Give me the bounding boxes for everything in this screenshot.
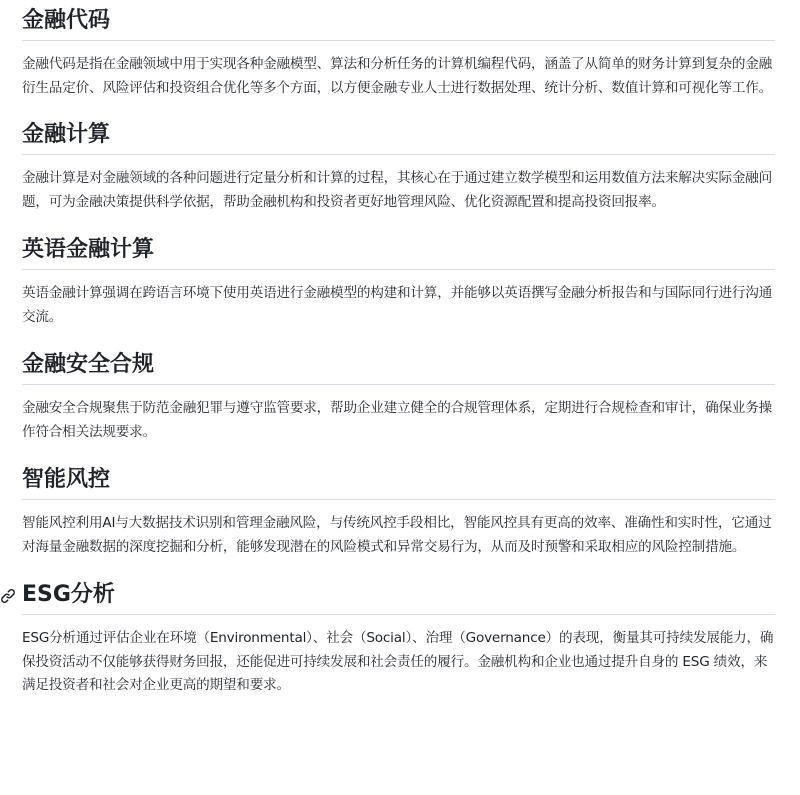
- section-heading: 英语金融计算: [22, 231, 775, 270]
- section-heading: 智能风控: [22, 461, 775, 500]
- section-body: 英语金融计算强调在跨语言环境下使用英语进行金融模型的构建和计算，并能够以英语撰写金融分析报告和与国际同行进行沟通交流。: [22, 285, 773, 325]
- link-icon[interactable]: [0, 588, 16, 604]
- section-heading: 金融代码: [22, 2, 775, 41]
- section-heading: 金融计算: [22, 116, 775, 155]
- section-body: 智能风控利用AI与大数据技术识别和管理金融风险，与传统风控手段相比，智能风控具有更高的效率、准确性和实时性，它通过对海量金融数据的深度挖掘和分析，能够发现潜在的风险模式和异常交易行为，从而及时预警和采取相应的风险控制措施。: [22, 515, 772, 555]
- section-body: 金融计算是对金融领域的各种问题进行定量分析和计算的过程，其核心在于通过建立数学模型和运用数值方法来解决实际金融问题，可为金融决策提供科学依据，帮助金融机构和投资者更好地管理风险、优化资源配置和提高投资回报率。: [22, 170, 773, 210]
- section-heading-with-anchor: [22, 576, 775, 615]
- section-heading: ESG分析: [22, 582, 115, 607]
- section-financial-code: [22, 0, 775, 100]
- section-body: 金融安全合规聚焦于防范金融犯罪与遵守监管要求，帮助企业建立健全的合规管理体系，定期进行合规检查和审计，确保业务操作符合相关法规要求。: [22, 400, 773, 440]
- section-financial-security-compliance: [22, 346, 775, 444]
- section-english-financial-computation: [22, 231, 775, 329]
- section-intelligent-risk-control: [22, 461, 775, 559]
- section-body: 金融代码是指在金融领域中用于实现各种金融模型、算法和分析任务的计算机编程代码，涵盖了从简单的财务计算到复杂的金融衍生品定价、风险评估和投资组合优化等多个方面，以方便金融专业人士进行数据处理、统计分析、数值计算和可视化等工作。: [22, 56, 773, 96]
- section-financial-computation: [22, 116, 775, 214]
- section-body: ESG分析通过评估企业在环境（Environmental）、社会（Social）、治理（Governance）的表现，衡量其可持续发展能力，确保投资活动不仅能够获得财务回报，还能促进可持续发展和社会责任的履行。金融机构和企业也通过提升自身的 ESG 绩效，来满足投资者和社会对企业更高的期望和要求。: [22, 630, 774, 693]
- section-esg-analysis: [22, 576, 775, 698]
- section-heading: 金融安全合规: [22, 346, 775, 385]
